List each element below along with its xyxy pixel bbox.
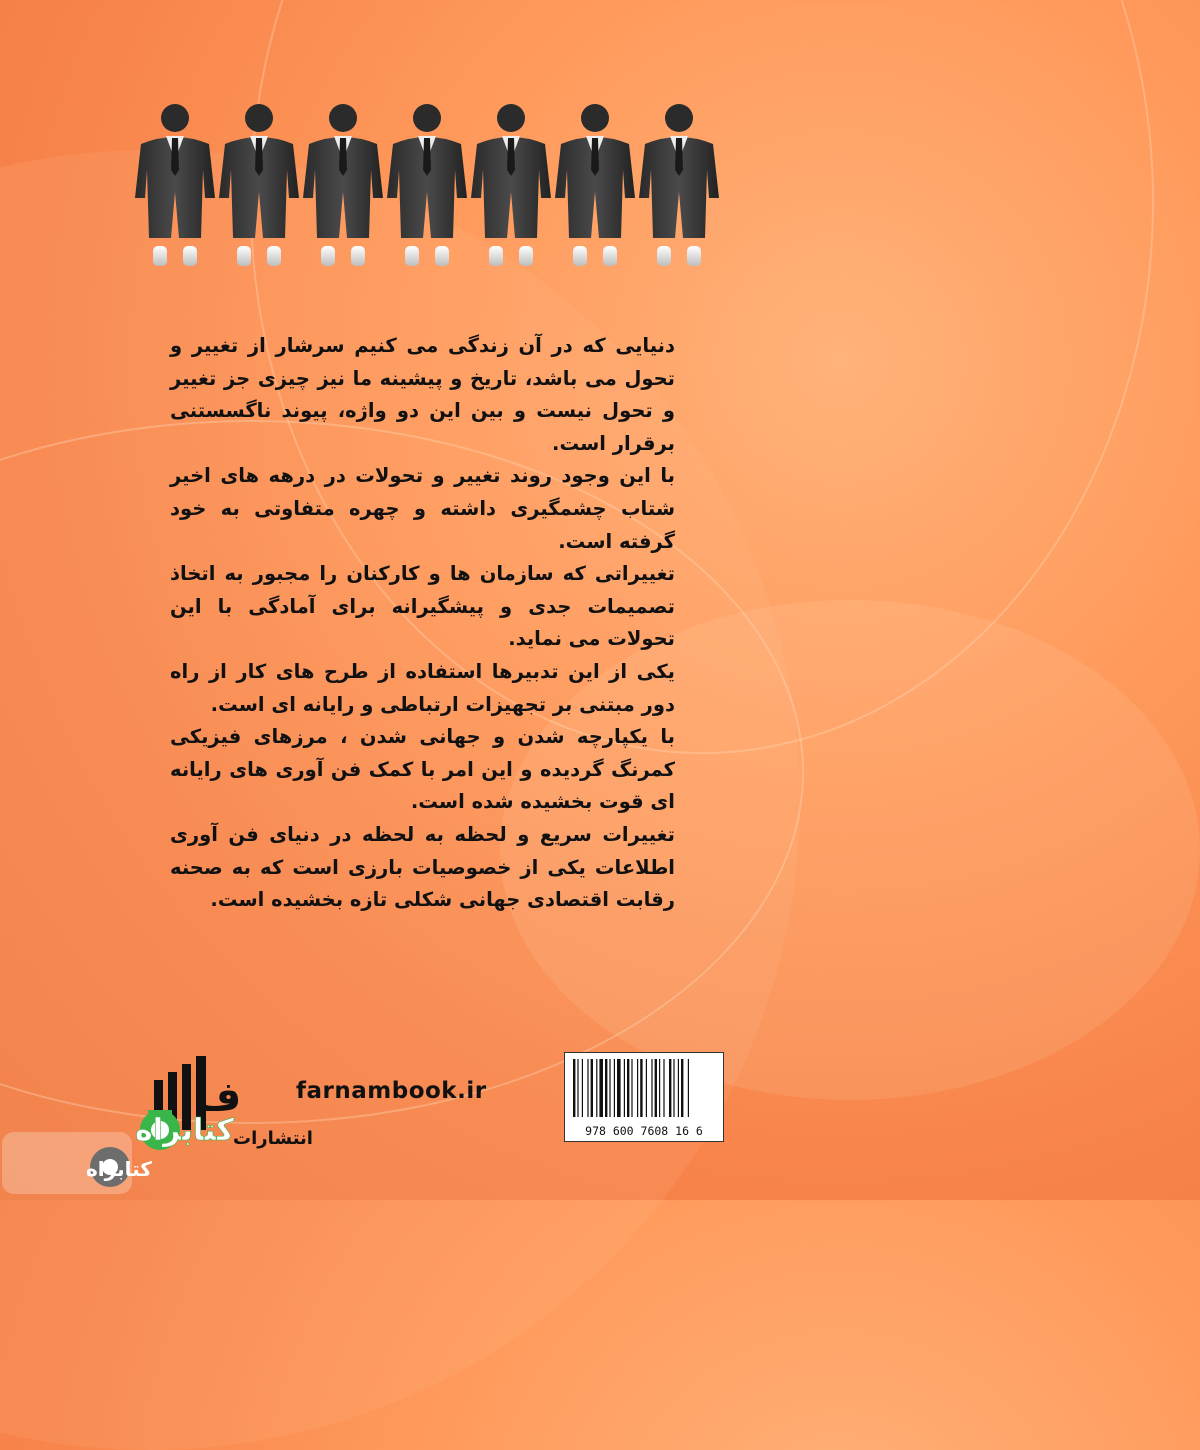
isbn-barcode xyxy=(564,1052,724,1142)
barcode-bar xyxy=(663,1059,664,1117)
barcode-bar xyxy=(669,1059,671,1117)
back-cover-text xyxy=(170,330,675,917)
barcode-bar xyxy=(640,1059,642,1117)
barcode-bar xyxy=(577,1059,578,1117)
barcode-bar xyxy=(624,1059,625,1117)
paragraph: یکی از این تدبیرها استفاده از طرح های کار از راه دور مبتنی بر تجهیزات ارتباطی و رایانه ای است. xyxy=(170,659,675,716)
website-url: farnambook.ir xyxy=(296,1078,487,1104)
paragraph: تغییرات سریع و لحظه به لحظه در دنیای فن آوری اطلاعات یکی از خصوصیات بارزی است که به صحنه رقابت اقتصادی جهانی شکلی تازه بخشیده است. xyxy=(170,822,675,912)
barcode-bar xyxy=(688,1059,689,1117)
barcode-bar xyxy=(605,1059,607,1117)
businessmen-illustration xyxy=(0,100,840,280)
barcode-bar xyxy=(582,1059,583,1117)
barcode-bar xyxy=(651,1059,652,1117)
ketabrah-watermark xyxy=(0,1110,234,1200)
businessman-figure xyxy=(135,104,215,266)
paragraph: دنیایی که در آن زندگی می کنیم سرشار از تغییر و تحول می باشد، تاریخ و پیشینه ما نیز چیزی جز تغییر و تحول نیست و بین این دو واژه، پیوند ناگسستنی برقرار است. xyxy=(170,334,675,455)
publisher-logo-letter: ف xyxy=(194,1074,242,1120)
paragraph: تغییراتی که سازمان ها و کارکنان را مجبور به اتخاذ تصمیمات جدی و پیشگیرانه برای آمادگی با این تحولات می نماید. xyxy=(170,562,675,651)
businessman-figure xyxy=(471,104,551,266)
barcode-bar xyxy=(659,1059,660,1117)
paragraph: با یکپارچه شدن و جهانی شدن ، مرزهای فیزیکی کمرنگ گردیده و این امر با کمک فن آوری های رایانه ای قوت بخشیده شده است. xyxy=(170,725,675,814)
barcode-bar xyxy=(596,1059,597,1117)
watermark-text-small: کتابراه xyxy=(86,1157,152,1181)
barcode-bar xyxy=(591,1059,593,1117)
businessman-figure xyxy=(219,104,299,266)
barcode-bar xyxy=(609,1059,610,1117)
paragraph: با این وجود روند تغییر و تحولات در درهه های اخیر شتاب چشمگیری داشته و چهره متفاوتی به خود گرفته است. xyxy=(170,464,675,553)
barcode-bar xyxy=(655,1059,657,1117)
barcode-bars xyxy=(565,1053,723,1123)
barcode-bar xyxy=(573,1059,575,1117)
barcode-bar xyxy=(587,1059,588,1117)
barcode-bar xyxy=(678,1059,679,1117)
watermark-text: کتابراه xyxy=(135,1113,234,1148)
barcode-bar xyxy=(681,1059,683,1117)
isbn-number: 978 600 7608 16 6 xyxy=(585,1124,703,1138)
businessman-figure xyxy=(387,104,467,266)
barcode-bar xyxy=(646,1059,647,1117)
businessman-figure xyxy=(555,104,635,266)
businessman-figure xyxy=(639,104,719,266)
publisher-caption: انتشارات xyxy=(233,1128,313,1149)
barcode-bar xyxy=(614,1059,615,1117)
barcode-bar xyxy=(617,1059,621,1117)
businessman-figure xyxy=(303,104,383,266)
barcode-bar xyxy=(599,1059,603,1117)
barcode-bar xyxy=(631,1059,632,1117)
barcode-bar xyxy=(627,1059,629,1117)
barcode-bar xyxy=(637,1059,638,1117)
barcode-bar xyxy=(673,1059,674,1117)
